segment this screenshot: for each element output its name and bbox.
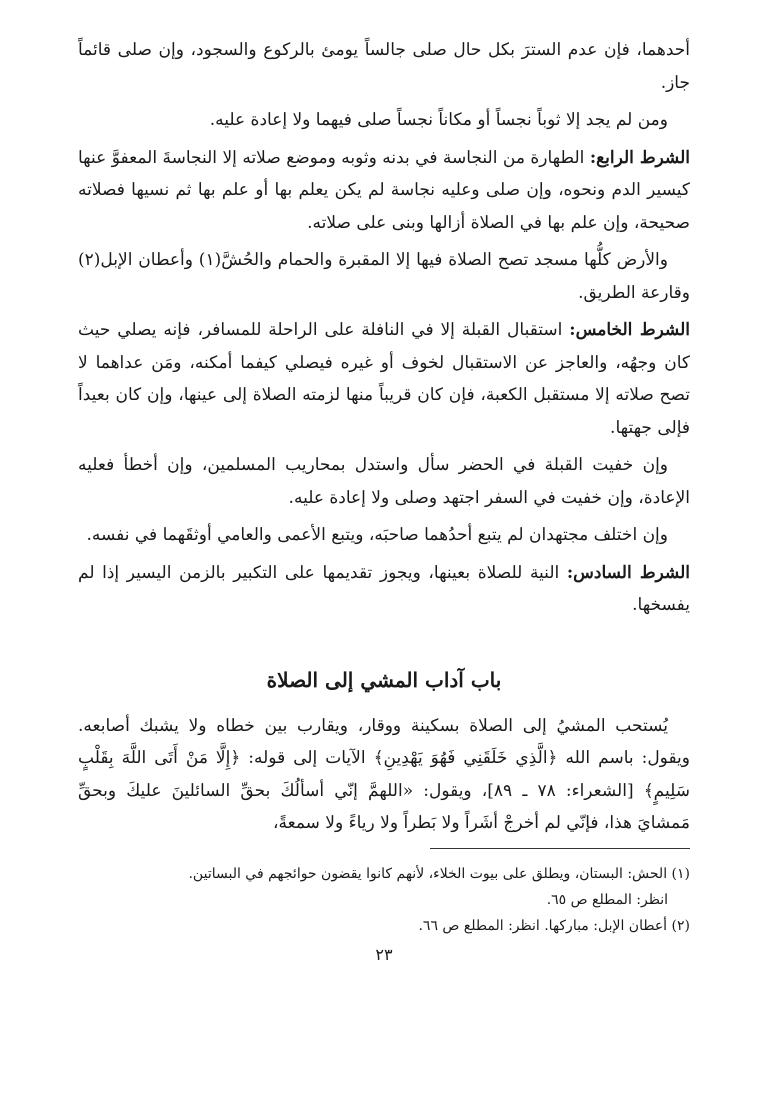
footnote-divider bbox=[430, 848, 690, 849]
paragraph-4: والأرض كلُّها مسجد تصح الصلاة فيها إلا المقبرة والحمام والحُشَّ(١) وأعطان الإبل(٢) وقارعة الطريق. bbox=[78, 250, 690, 303]
page-body bbox=[78, 34, 690, 964]
paragraph-6: وإن خفيت القبلة في الحضر سأل واستدل بمحاريب المسلمين، وإن أخطأ فعليه الإعادة، وإن خفيت في السفر اجتهد وصلى ولا إعادة عليه. bbox=[78, 455, 690, 508]
paragraph-1: أحدهما، فإن عدم السترَ بكل حال صلى جالساً يومئ بالركوع والسجود، وإن صلى قائماً جاز. bbox=[78, 40, 690, 93]
paragraph-after-heading: يُستحب المشيُ إلى الصلاة بسكينة ووقار، ويقارب بين خطاه ولا يشبك أصابعه. ويقول: باسم الله ﴿الَّذِي خَلَقَنِي فَهُوَ يَهْدِينِ﴾ الآيات إلى قوله: ﴿إِلَّا مَنْ أَتَى اللَّهَ بِقَلْبٍ سَلِيمٍ﴾ [الشعراء: ٧٨ ـ ٨٩]، ويقول: «اللهمَّ إنّي أسألُكَ بحقِّ السائلينَ عليكَ وبحقِّ مَمشايَ هذا، فإنّي لم أخرجْ أشَراً ولا بَطراً ولا رياءً ولا سمعةً، bbox=[78, 715, 690, 833]
page-number: ٢٣ bbox=[375, 944, 393, 964]
section-heading: باب آداب المشي إلى الصلاة bbox=[266, 667, 502, 692]
footnote-2: (٢) أعطان الإبل: مباركها. انظر: المطلع ص ٦٦. bbox=[418, 917, 690, 934]
paragraph-condition-4: الشرط الرابع: الطهارة من النجاسة في بدنه وثوبه وموضع صلاته إلا النجاسةَ المعفوَّ عنها كيسير الدم ونحوه، وإن صلى وعليه نجاسة لم يكن يعلم بها أو علم بها ثم نسيها فصلاته صحيحة، وإن علم بها في الصلاة أزالها وبنى على صلاته. bbox=[78, 147, 690, 233]
paragraph-condition-6: الشرط السادس: النية للصلاة بعينها، ويجوز تقديمها على التكبير بالزمن اليسير إذا لم يفسخها. bbox=[78, 562, 690, 615]
footnote-1-reference: انظر: المطلع ص ٦٥. bbox=[546, 891, 668, 908]
paragraph-7: وإن اختلف مجتهدان لم يتبع أحدُهما صاحبَه، ويتبع الأعمى والعامي أوثقَهما في نفسه. bbox=[86, 525, 668, 545]
paragraph-2: ومن لم يجد إلا ثوباً نجساً أو مكاناً نجساً صلى فيهما ولا إعادة عليه. bbox=[209, 110, 668, 130]
footnote-1: (١) الحش: البستان، ويطلق على بيوت الخلاء، لأنهم كانوا يقضون حوائجهم في البساتين. bbox=[188, 865, 690, 882]
paragraph-condition-5: الشرط الخامس: استقبال القبلة إلا في النافلة على الراحلة للمسافر، فإنه يصلي حيث كان وجهُه، والعاجز عن الاستقبال لخوف أو غيره فيصلي كيفما أمكنه، ومَن عداهما لا تصح صلاته إلا مستقبل الكعبة، فإن كان قريباً منها لزمته الصلاة إلى عينها، وإن كان بعيداً فإلى جهتها. bbox=[78, 320, 690, 438]
